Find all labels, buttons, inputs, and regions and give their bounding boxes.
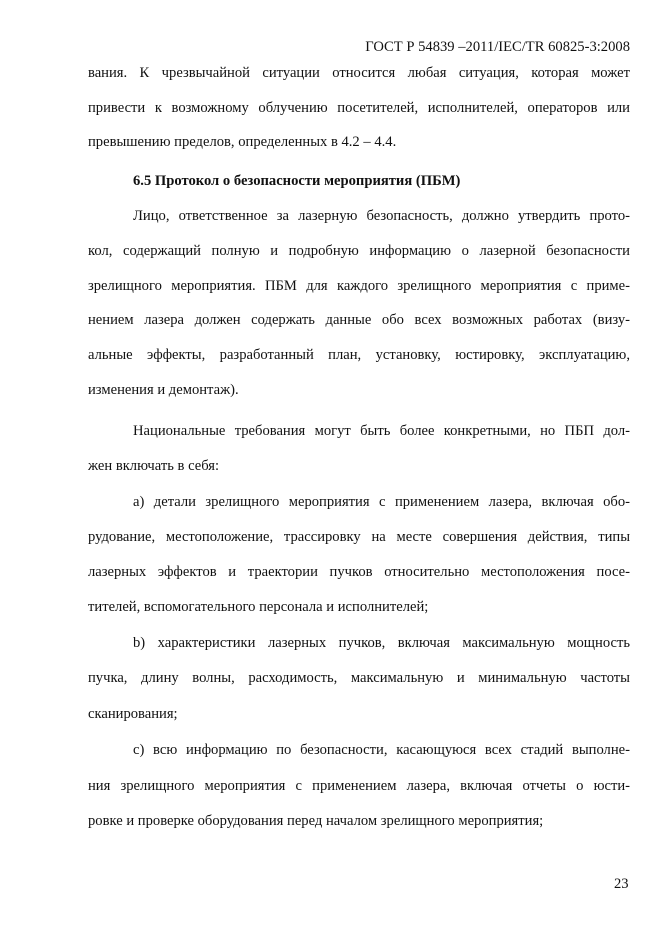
text-line: вания. К чрезвычайной ситуации относится любая ситуация, которая может (88, 65, 630, 81)
page-number: 23 (614, 876, 629, 892)
text-line: превышению пределов, определенных в 4.2 – 4.4. (88, 134, 397, 150)
document-header: ГОСТ Р 54839 –2011/IEC/TR 60825-3:2008 (365, 39, 630, 55)
section-heading: 6.5 Протокол о безопасности мероприятия (ПБМ) (133, 173, 461, 189)
text-line: изменения и демонтаж). (88, 382, 239, 398)
list-item-c: c) всю информацию по безопасности, касающуюся всех стадий выполне- (133, 742, 630, 758)
text-line: Лицо, ответственное за лазерную безопасность, должно утвердить прото- (133, 208, 630, 224)
text-line: пучка, длину волны, расходимость, максимальную и минимальную частоты (88, 670, 630, 686)
text-line: жен включать в себя: (88, 458, 220, 474)
text-line: нением лазера должен содержать данные обо всех возможных работах (визу- (88, 312, 630, 328)
text-line: рудование, местоположение, трассировку на месте совершения действия, типы (88, 529, 630, 545)
text-line: Национальные требования могут быть более конкретными, но ПБП дол- (133, 423, 630, 439)
text-line: кол, содержащий полную и подробную информацию о лазерной безопасности (88, 243, 630, 259)
text-line: привести к возможному облучению посетителей, исполнителей, операторов или (88, 100, 630, 116)
text-line: лазерных эффектов и траектории пучков относительно местоположения посе- (88, 564, 630, 580)
text-line: зрелищного мероприятия. ПБМ для каждого зрелищного мероприятия с приме- (88, 278, 630, 294)
list-item-b: b) характеристики лазерных пучков, включая максимальную мощность (133, 635, 630, 651)
text-line: сканирования; (88, 706, 178, 722)
text-line: ровке и проверке оборудования перед началом зрелищного мероприятия; (88, 813, 544, 829)
text-line: альные эффекты, разработанный план, установку, юстировку, эксплуатацию, (88, 347, 630, 363)
text-line: тителей, вспомогательного персонала и исполнителей; (88, 599, 429, 615)
text-line: ния зрелищного мероприятия с применением лазера, включая отчеты о юсти- (88, 778, 630, 794)
list-item-a: а) детали зрелищного мероприятия с применением лазера, включая обо- (133, 494, 630, 510)
